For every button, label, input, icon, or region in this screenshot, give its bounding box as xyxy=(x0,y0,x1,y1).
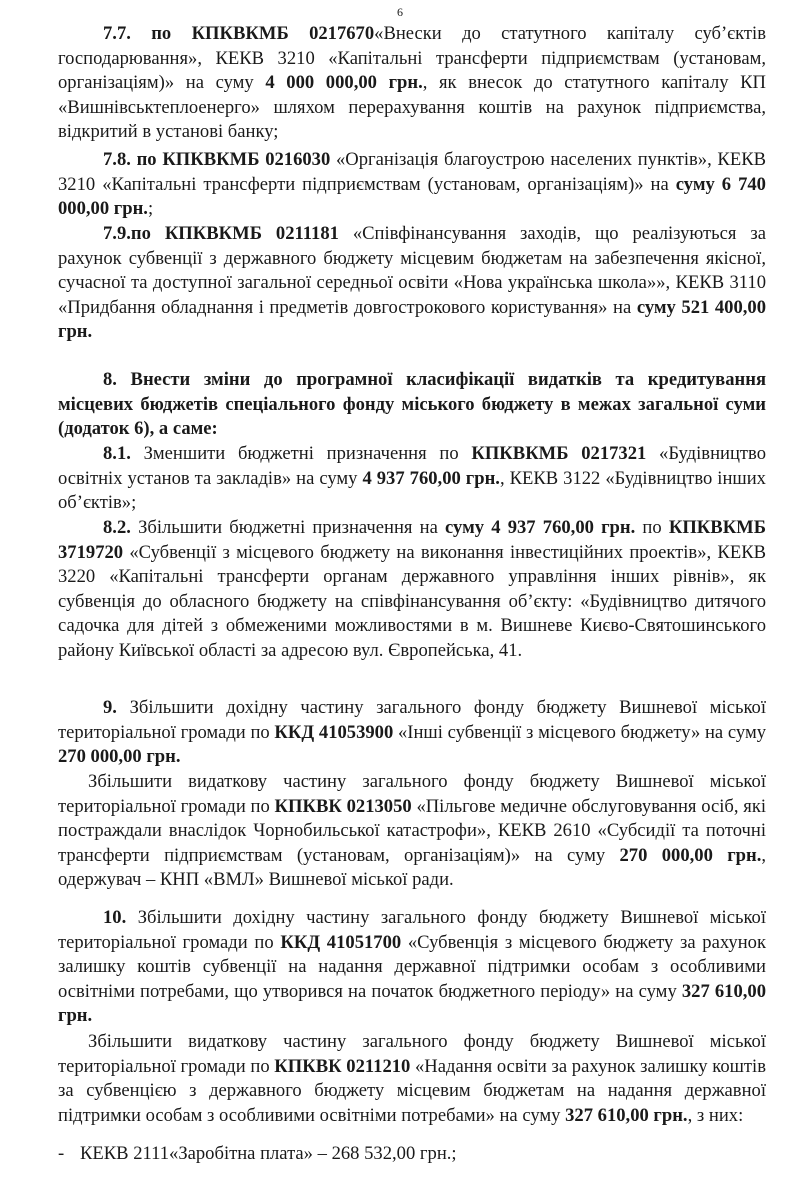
item-text: «Співфінансування заходів, що реалізуються за рахунок субвенції з державного бюджету місцевим бюджетам на забезпечення якісної, сучасної та доступної загальної середньої освіти «Нова українська школа»», КЕКВ 3110 «Придбання обладнання і предметів довгострокового користування» на xyxy=(58,223,766,318)
item-text: по xyxy=(635,517,669,538)
item-text: Збільшити видаткову частину загального фонду бюджету Вишневої міської територіальної громади по xyxy=(58,1031,766,1077)
code-value: 0211181 xyxy=(261,223,339,244)
item-text: «Субвенція з місцевого бюджету за рахунок залишку коштів субвенції на надання державної підтримки особам з особливими освітніми потребами, що утворився на початок бюджетного періоду» на суму xyxy=(58,931,766,1002)
item-text: ; xyxy=(147,198,154,220)
amount: 4 000 000,00 грн. xyxy=(265,72,423,94)
paragraph-8-1 xyxy=(58,442,766,516)
paragraph-10-expense xyxy=(58,1030,766,1128)
item-text: «Субвенції з місцевого бюджету на виконання інвестиційних проектів», КЕКВ 3220 «Капітальні трансферти органам державного управління інших рівнів», як субвенція до обласного бюджету на співфінансування об’єкту: «Будівництво дитячого садочка для дітей з обмеженими можливостями в м. Вишневе Києво-Святошинського району Київської області за адресою вул. Європейська, 41. xyxy=(58,541,766,661)
paragraph-8-2 xyxy=(58,516,766,664)
item-text: Збільшити бюджетні призначення на xyxy=(130,517,446,538)
item-number: 7.8. xyxy=(103,149,131,170)
paragraph-10 xyxy=(58,906,766,1029)
item-number: 9. xyxy=(103,697,117,718)
bullet-kekv-2111 xyxy=(58,1142,766,1167)
code-value: КПКВК 0213050 xyxy=(274,795,412,817)
page-number: 6 xyxy=(397,5,403,19)
section-8-heading xyxy=(58,368,766,442)
item-text: «Пільгове медичне обслуговування осіб, які постраждали внаслідок Чорнобильської катастрофи», КЕКВ 2610 «Субсидії та поточні трансферти підприємствам (установам, організаціям)» на суму xyxy=(58,795,767,866)
bullet-dash: - xyxy=(58,1143,65,1164)
code-value: ККД 41051700 xyxy=(280,931,402,953)
amount: 270 000,00 грн. xyxy=(58,746,181,768)
paragraph-7-9 xyxy=(58,222,766,345)
item-text: «Інші субвенції з місцевого бюджету» на суму xyxy=(393,721,767,743)
item-number: 8.2. xyxy=(103,517,131,538)
paragraph-9-expense xyxy=(58,770,766,893)
item-text: «Будівництво освітніх установ та закладів» на суму xyxy=(58,443,766,489)
code-value: 0217670 xyxy=(288,23,375,44)
code-value: КПКВКМБ 3719720 xyxy=(58,517,767,563)
amount: 4 937 760,00 грн. xyxy=(362,467,500,489)
code-label: КПКВКМБ xyxy=(191,23,289,44)
code-value: ККД 41053900 xyxy=(274,721,394,743)
item-text: «Організація благоустрою населених пунктів», КЕКВ 3210 «Капітальні трансферти підприємствам (установам, організаціям)» на xyxy=(58,149,766,195)
item-text: , як внесок до статутного капіталу КП «Вишнівськтеплоенерго» шляхом перерахування коштів на рахунок підприємства, відкритий в установі банку; xyxy=(58,72,766,143)
code-label: КПКВКМБ xyxy=(162,149,260,170)
bullet-text: КЕКВ 2111«Заробітна плата» – 268 532,00 грн.; xyxy=(80,1143,457,1164)
item-text: Зменшити бюджетні призначення по xyxy=(130,443,472,464)
paragraph-7-7 xyxy=(58,22,766,145)
amount: 327 610,00 грн. xyxy=(58,980,766,1027)
item-text: Збільшити дохідну частину загального фонду бюджету Вишневої міської територіальної громади по xyxy=(58,697,766,743)
item-text: «Надання освіти за рахунок залишку коштів за субвенцією з державного бюджету місцевим бюджетам на надання державної підтримки особам з особливими освітніми потребами» на суму xyxy=(58,1055,767,1126)
item-text: , КЕКВ 3122 «Будівництво інших об’єктів»; xyxy=(58,467,766,514)
item-text: , одержувач – КНП «ВМЛ» Вишневої міської ради. xyxy=(58,844,767,891)
amount: 327 610,00 грн. xyxy=(565,1104,688,1126)
code-value: КПКВК 0211210 xyxy=(274,1055,411,1077)
code-value: КПКВКМБ 0217321 xyxy=(471,443,647,464)
amount: суму 4 937 760,00 грн. xyxy=(445,517,636,538)
amount: 270 000,00 грн. xyxy=(619,844,762,866)
amount: суму 521 400,00 грн. xyxy=(58,296,767,343)
amount: суму 6 740 000,00 грн. xyxy=(58,173,766,220)
code-label: КПКВКМБ xyxy=(150,223,262,244)
item-text: Збільшити видаткову частину загального фонду бюджету Вишневої міської територіальної громади по xyxy=(58,771,766,817)
item-number: 8.1. xyxy=(103,443,131,464)
item-number: 10. xyxy=(103,907,127,928)
item-pre: по xyxy=(130,149,163,170)
item-number: 7.7. xyxy=(103,23,131,44)
code-value: 0216030 xyxy=(259,149,331,170)
item-pre: по xyxy=(130,23,192,44)
paragraph-9 xyxy=(58,696,766,770)
paragraph-7-8 xyxy=(58,148,766,222)
item-text: «Внески до статутного капіталу суб’єктів господарювання», КЕКВ 3210 «Капітальні трансферти підприємствам (установам, організаціям)» на суму xyxy=(58,23,767,94)
item-text: , з них: xyxy=(687,1104,744,1126)
item-text: Збільшити дохідну частину загального фонду бюджету Вишневої міської територіальної громади по xyxy=(58,907,766,953)
heading-text: 8. Внести зміни до програмної класифікації видатків та кредитування місцевих бюджетів спеціального фонду міського бюджету в межах загальної суми (додаток 6), а саме: xyxy=(58,369,766,440)
item-number: 7.9.по xyxy=(103,223,151,244)
